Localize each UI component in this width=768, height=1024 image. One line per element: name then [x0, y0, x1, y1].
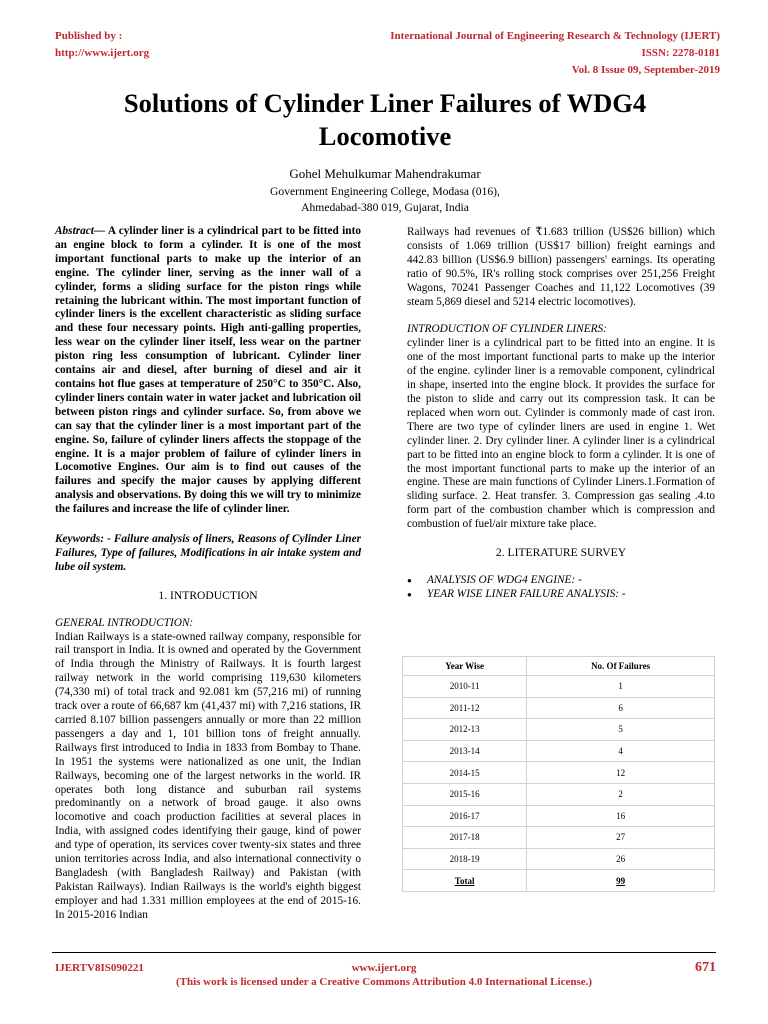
table-row — [403, 783, 715, 805]
year-cell: 2011-12 — [403, 697, 527, 719]
paper-title — [50, 87, 720, 153]
year-cell: 2010-11 — [403, 676, 527, 698]
table-row — [403, 848, 715, 870]
paper-title-line1: Solutions of Cylinder Liner Failures of WDG4 — [123, 88, 647, 118]
table-header-row — [403, 657, 715, 676]
abstract-paragraph — [55, 225, 361, 517]
year-cell: 2014-15 — [403, 762, 527, 784]
failures-cell: 6 — [527, 697, 715, 719]
failures-cell: 2 — [527, 783, 715, 805]
journal-url-link[interactable]: http://www.ijert.org — [55, 47, 150, 59]
table-row — [403, 740, 715, 762]
abstract-text: A cylinder liner is a cylindrical part to be fitted into an engine block to form a cylinder. It is one of the most important functional parts to make up the interior of an engine. The cylinder liner, serving as the inner wall of a cylinder, forms a sliding surface for the piston rings while retaining the lubricant within. The most important function of cylinder liners is the excellent characteristic as sliding surface and these four necessary points. High anti-galling properties, less wear on the cylinder liner itself, less wear on the partner piston ring less consumption of lubricant. Cylinder liner contains air and diesel, after burning of diesel and air it contains hot flue gases at temperature of 250°C to 350°C. Also, cylinder liners contain water in water jacket and lubrication oil between piston rings and cylinder surface. So, from above we can say that the cylinder liner is a most important part of the engine. So, failure of cylinder liners affects the stoppage of the engine. It is a major problem of failure of cylinder liners in Locomotive Engines. Our aim is to find out causes of the failures and specify the major causes by applying different analysis and observations. By doing this we will try to minimize the failures and increase the life of cylinder liner. — [55, 225, 361, 516]
author-affiliation — [50, 184, 720, 215]
year-cell: 2013-14 — [403, 740, 527, 762]
author-name: Gohel Mehulkumar Mahendrakumar — [289, 166, 481, 181]
paper-id: IJERTV8IS090221 — [55, 962, 144, 974]
total-value-cell: 99 — [527, 870, 715, 892]
journal-header-left — [55, 28, 305, 62]
introduction-paragraph: Indian Railways is a state-owned railway company, responsible for rail transport in India. It is owned and operated by the Government of India through the Ministry of Railways. It is fourth largest railway network in the world comprising 119,630 kilometers (74,330 mi) of total track and 92.081 km (57,216 mi) of running track over a route of 66,687 km (41,437 mi) with 7,216 stations, IR carried 8.107 billion passengers annually or more than 22 million passengers a day and 1, 101 billion tons of freight annually. Railways first introduced to India in 1833 from Bombay to Thane. In 1951 the systems were nationalized as one unit, the Indian Railways, becoming one of the largest networks in the world. IR operates both long distance and suburban rail systems predominantly on a network of broad gauge. it also owns locomotive and coach production facilities at several places in India, with assigned codes identifying their gauge, kind of power and type of operation, its services cover twenty-six states and three union territories across India, and also international connectivity o Bangladesh (with Bangladesh Railway) and Pakistan (with Pakistan Railways). Indian Railways is the world's eighth biggest employer and had 1.331 million employees at the end of 2015-16. In 2015-2016 Indian — [55, 630, 361, 921]
cylinder-liners-paragraph: cylinder liner is a cylindrical part to be fitted into an engine. It is one of the most important functional parts to make up the interior of the engine. cylinder liner is a removable component, cylindrical in shape, inserted into the engine block. It provides the surface for the piston to slide and carry out its compression task. It can be replaced when worn out. Cylinder is commonly made of cast iron. There are two type of cylinder liners are used in engine 1. Wet cylinder liner. 2. Dry cylinder liner. A cylinder liner is a cylindrical part to be fitted into an engine block to form a cylinder. It is one of the most important functional parts to make up the interior of an engine. These are main functions of Cylinder Liners.1.Formation of sliding surface. 2. Heat transfer. 3. Compression gas sealing .4.to form part of the combustion chamber which is compression and combustion of fuel/air mixture take place. — [407, 337, 715, 531]
year-cell: 2018-19 — [403, 848, 527, 870]
published-by-label: Published by : — [55, 30, 123, 42]
failures-cell: 4 — [527, 740, 715, 762]
table-row — [403, 697, 715, 719]
table-row — [403, 676, 715, 698]
page-number: 671 — [695, 960, 716, 975]
bullet-year-wise-analysis: ● YEAR WISE LINER FAILURE ANALYSIS: - — [407, 588, 715, 602]
issn: ISSN: 2278-0181 — [641, 47, 720, 59]
total-label-cell: Total — [403, 870, 527, 892]
literature-survey-heading: 2. LITERATURE SURVEY — [495, 546, 627, 560]
footer-website-link[interactable]: www.ijert.org — [351, 962, 417, 974]
failures-cell: 27 — [527, 827, 715, 849]
journal-name: International Journal of Engineering Research & Technology (IJERT) — [390, 30, 720, 42]
year-cell: 2016-17 — [403, 805, 527, 827]
paper-title-line2: Locomotive — [318, 121, 452, 151]
year-cell: 2017-18 — [403, 827, 527, 849]
introduction-continued-paragraph: Railways had revenues of ₹1.683 trillion (US$26 billion) which consists of 1.069 trillion (US$17 billion) freight earnings and 442.83 billion (US$6.9 billion) passengers' earnings. Its operating ratio of 90.5%, IR's rolling stock comprises over 251,256 Freight Wagons, 70241 Passenger Coaches and 11,122 Locomotives (39 steam 5,869 diesel and 5214 electric locomotives). — [407, 226, 715, 308]
bullet-analysis-wdg4: ● ANALYSIS OF WDG4 ENGINE: - — [407, 574, 715, 588]
failures-cell: 26 — [527, 848, 715, 870]
header-year-wise: Year Wise — [403, 657, 527, 676]
table-total-row — [403, 870, 715, 892]
table-row — [403, 827, 715, 849]
keywords-paragraph: Keywords: - Failure analysis of liners, Reasons of Cylinder Liner Failures, Type of failures, Modifications in air intake system and lube oil system. — [55, 533, 361, 573]
footer-divider — [52, 952, 716, 953]
right-column — [407, 226, 715, 602]
volume-issue: Vol. 8 Issue 09, September-2019 — [571, 64, 720, 76]
general-introduction-heading: GENERAL INTRODUCTION: — [55, 616, 194, 629]
failures-cell: 1 — [527, 676, 715, 698]
introduction-heading: 1. INTRODUCTION — [158, 588, 258, 602]
failures-cell: 5 — [527, 719, 715, 741]
year-cell: 2015-16 — [403, 783, 527, 805]
cylinder-liners-heading: INTRODUCTION OF CYLINDER LINERS: — [407, 323, 607, 336]
license-notice: (This work is licensed under a Creative Commons Attribution 4.0 International License.) — [175, 976, 593, 988]
survey-bullet-list — [407, 574, 715, 602]
table-row — [403, 762, 715, 784]
left-column — [55, 225, 361, 923]
failures-cell: 12 — [527, 762, 715, 784]
table-row — [403, 805, 715, 827]
liner-failure-table — [402, 656, 715, 892]
failures-cell: 16 — [527, 805, 715, 827]
abstract-label: Abstract— — [55, 225, 106, 237]
affiliation-line1: Government Engineering College, Modasa (016), — [270, 185, 500, 198]
affiliation-line2: Ahmedabad-380 019, Gujarat, India — [301, 200, 469, 214]
year-cell: 2012-13 — [403, 719, 527, 741]
header-no-of-failures: No. Of Failures — [527, 657, 715, 676]
journal-header-right — [300, 28, 720, 79]
table-row — [403, 719, 715, 741]
